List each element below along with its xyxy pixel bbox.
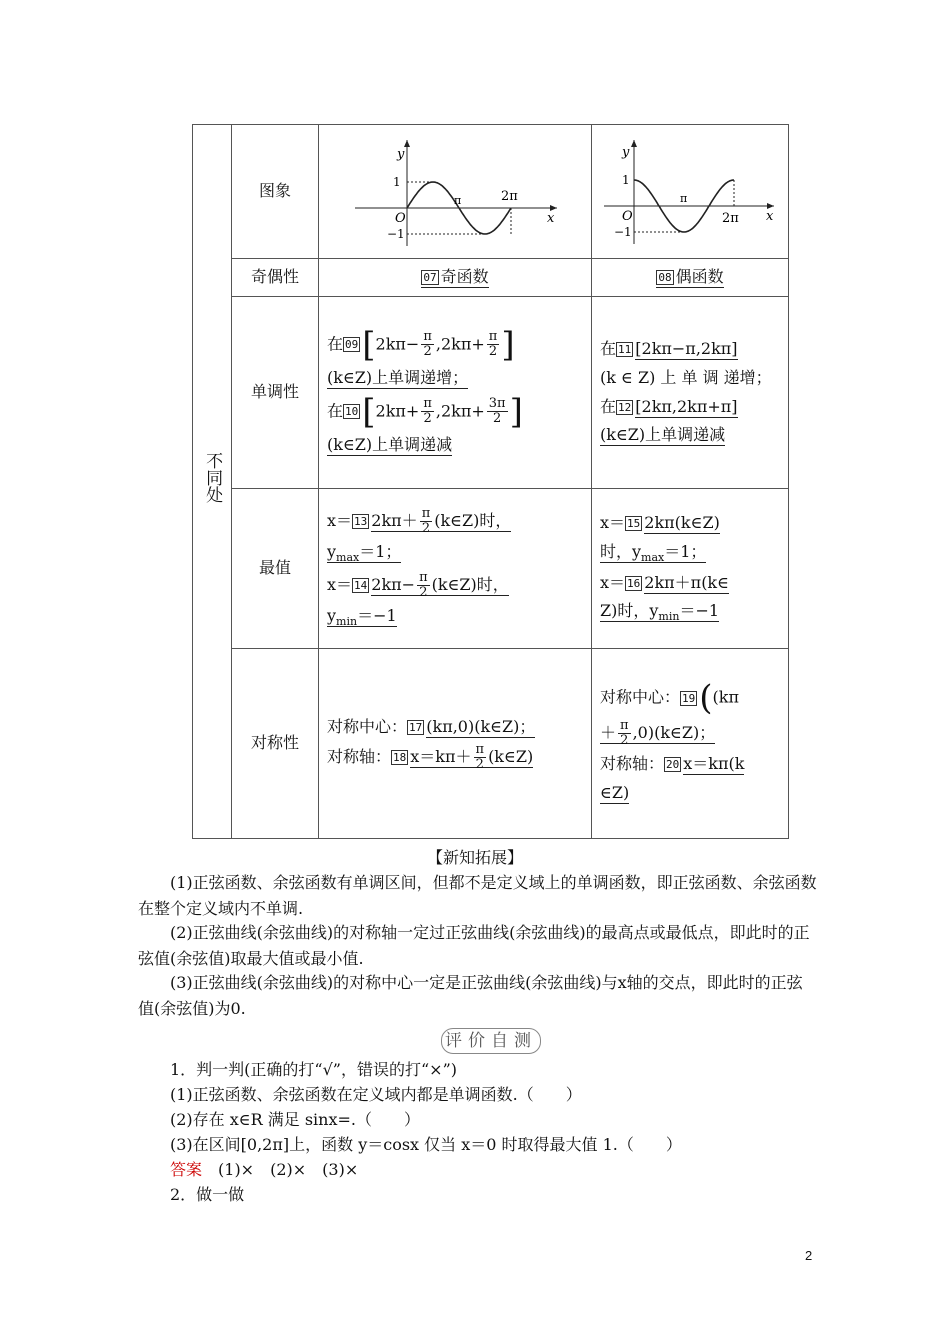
blank-number: 18: [393, 751, 407, 765]
cos-symmetry-cell: 对称中心： 19 ((kπ ＋ $\frac{\pi}{2}$ ,0)(k∈Z)； 对称轴： 20 x＝kπ(k ∈Z): [592, 649, 789, 839]
blank-number: 09: [345, 338, 359, 352]
sin-negone-label: −1: [387, 226, 405, 241]
note-1: (1)正弦函数、余弦函数有单调区间，但都不是定义域上的单调函数，即正弦函数、余弦函数在整个定义域内不单调.: [138, 873, 817, 918]
cos-monotonic-cell: [592, 297, 789, 489]
parity-label: 奇偶性: [232, 259, 319, 297]
sin-symmetry-cell: [319, 649, 592, 839]
note-3: (3)正弦曲线(余弦曲线)的对称中心一定是正弦曲线(余弦曲线)与x轴的交点，即此时的正弦值(余弦值)为0.: [138, 973, 803, 1018]
sin-monotonic-cell: [319, 297, 592, 489]
sin-pi-label: π: [454, 193, 462, 207]
properties-table: [192, 124, 789, 839]
blank-number: 17: [409, 720, 423, 734]
sin-decreasing: 在 10 [2kπ+ $\frac{\pi}{2}$ ,2kπ+ $\frac{3\pi}{2}$ ]: [327, 391, 523, 432]
question-1-3: (3)在区间[0,2π]上，函数 y＝cosx 仅当 x＝0 时取得最大值 1.（ ）: [170, 1135, 682, 1154]
sin-max: x＝ 13 2kπ＋ $\frac{\pi}{2}$ (k∈Z)时，: [327, 506, 512, 537]
cos-y-label: y: [622, 144, 630, 160]
cosine-graph: [602, 132, 778, 252]
blank-number: 07: [423, 271, 437, 285]
side-label: 不同处: [202, 452, 223, 504]
question-1: 1．判一判(正确的打“√”，错误的打“×”): [170, 1060, 457, 1079]
page-number: 2: [805, 1248, 813, 1263]
sin-y-label: y: [397, 146, 405, 162]
cos-2pi-label: 2π: [722, 210, 739, 226]
cos-min: x＝ 16 2kπ＋π(k∈: [600, 572, 729, 592]
cos-increasing: 在 11 [2kπ−π,2kπ]: [600, 338, 738, 358]
sin-center: 对称中心： 17 (kπ,0)(k∈Z)；: [327, 716, 536, 736]
blank-number: 10: [345, 405, 359, 418]
blank-number: 14: [354, 578, 368, 592]
cos-extreme-cell: x＝ 15 2kπ(k∈Z) 时，$y_{max}=1$； x＝ 16 2kπ＋π(k∈ Z)时，$y_{min}=-1$: [592, 489, 789, 649]
self-assessment-badge: 评价自测: [441, 1028, 541, 1054]
answer-text: (1)× (2)× (3)×: [202, 1160, 359, 1179]
blank-number: 15: [627, 517, 641, 531]
note-2: (2)正弦曲线(余弦曲线)的对称轴一定过正弦曲线(余弦曲线)的最高点或最低点，即此时的正弦值(余弦值)取最大值或最小值.: [138, 923, 810, 968]
graph-label: 图象: [232, 125, 319, 259]
cos-origin-label: O: [622, 208, 633, 224]
cos-decreasing-suffix: (k∈Z)上单调递减: [600, 425, 726, 445]
cos-axis: 对称轴： 20 x＝kπ(k: [600, 754, 745, 774]
question-1-2: (2)存在 x∈R 满足 sinx=.（ ）: [170, 1110, 420, 1129]
cos-increasing-suffix: (k ∈ Z) 上 单 调 递增；: [600, 367, 772, 387]
sin-min: x＝ 14 2kπ− $\frac{\pi}{2}$ (k∈Z)时，: [327, 569, 509, 600]
cos-parity-value: 偶函数: [675, 267, 724, 287]
sin-increasing: 在 09 [2kπ− $\frac{\pi}{2}$ ,2kπ+ $\frac{\pi}{2}$ ]: [327, 324, 515, 365]
sin-axis: 对称轴： 18 x＝kπ＋ $\frac{\pi}{2}$ (k∈Z): [327, 742, 534, 773]
answer-label: 答案: [170, 1160, 203, 1179]
cos-decreasing: 在 12 [2kπ,2kπ+π]: [600, 396, 738, 416]
sin-2pi-label: 2π: [501, 188, 518, 204]
sin-graph-cell: [319, 125, 592, 259]
cos-one-label: 1: [622, 172, 630, 187]
question-1-1: (1)正弦函数、余弦函数在定义域内都是单调函数.（ ）: [170, 1085, 582, 1104]
sin-one-label: 1: [393, 174, 401, 189]
answer-line: [170, 1158, 358, 1182]
sin-parity-cell: [319, 259, 592, 297]
sin-extreme-cell: x＝ 13 2kπ＋ $\frac{\pi}{2}$ (k∈Z)时， $y_{max}=1$； x＝ 14 2kπ− $\frac{\pi}{2}$ (k∈Z)时， $y_{min}=-1$: [319, 489, 592, 649]
monotonic-label: 单调性: [232, 297, 319, 489]
symmetry-label: 对称性: [232, 649, 319, 839]
sin-increasing-suffix: (k∈Z)上单调递增；: [327, 367, 469, 387]
side-label-cell: [193, 125, 232, 839]
blank-number: 12: [618, 400, 632, 414]
sin-decreasing-suffix: (k∈Z)上单调递减: [327, 434, 453, 454]
section-title: 【新知拓展】: [426, 848, 523, 867]
cos-pi-label: π: [680, 191, 688, 205]
cos-graph-cell: [592, 125, 789, 259]
question-2: 2．做一做: [170, 1185, 245, 1204]
cos-negone-label: −1: [614, 224, 632, 239]
cos-center: 对称中心： 19 ((kπ: [600, 678, 739, 719]
blank-number: 20: [666, 758, 680, 772]
blank-number: 13: [354, 515, 368, 529]
blank-number: 08: [658, 271, 672, 285]
sine-graph: [335, 132, 575, 252]
sin-origin-label: O: [395, 210, 406, 226]
extreme-label: 最值: [232, 489, 319, 649]
cos-max: x＝ 15 2kπ(k∈Z): [600, 513, 720, 533]
cos-x-label: x: [766, 208, 774, 224]
cos-parity-cell: [592, 259, 789, 297]
sin-x-label: x: [547, 210, 555, 226]
blank-number: 11: [618, 342, 632, 356]
blank-number: 19: [682, 691, 696, 705]
sin-parity-value: 奇函数: [440, 267, 489, 287]
blank-number: 16: [627, 576, 641, 590]
